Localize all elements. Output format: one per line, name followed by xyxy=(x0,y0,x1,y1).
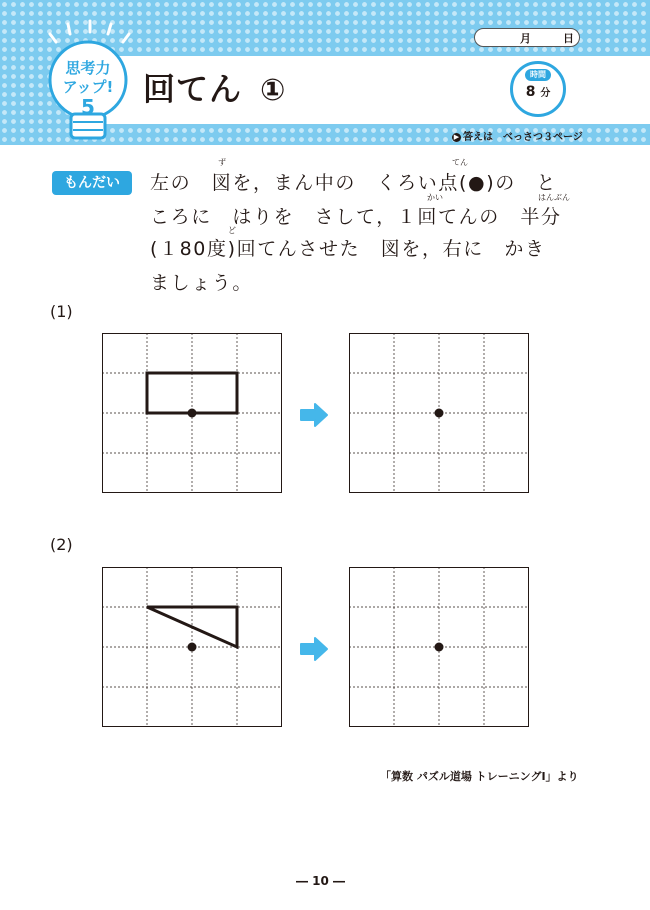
ruby-ten: てん xyxy=(452,158,468,167)
problem-line-4: ましょう。 xyxy=(150,272,254,294)
date-box xyxy=(474,28,580,47)
time-label: 時間 xyxy=(525,69,551,81)
arrow-right-icon xyxy=(298,636,330,662)
source-citation: 「算数 パズル道場 トレーニングⅠ」より xyxy=(380,770,579,783)
problem-line-3: (１80度)回てんさせた 図を，右に かき xyxy=(150,238,546,260)
question-2-original-grid xyxy=(102,567,282,727)
problem-line-1: 左の 図を，まん中の くろい点(●)の と xyxy=(150,172,558,194)
rotation-center-dot xyxy=(435,409,444,418)
page-title xyxy=(143,64,286,110)
arrow-right-icon: ▶ xyxy=(453,132,460,141)
date-day: 日 xyxy=(563,32,574,45)
answer-ref-text: 答えは べっさつ３ページ xyxy=(463,132,583,143)
answer-reference xyxy=(452,128,583,143)
logo-number: 5 xyxy=(81,95,95,119)
logo-line2: アップ! xyxy=(62,78,114,96)
problem-line-2: ころに はりを さして，１回てんの 半分 xyxy=(150,206,562,228)
ruby-do: ど xyxy=(228,226,236,235)
rotation-center-dot xyxy=(188,409,197,418)
time-badge xyxy=(510,61,566,117)
problem-label: もんだい xyxy=(52,171,132,195)
arrow-right-icon xyxy=(298,402,330,428)
rotation-center-dot xyxy=(435,643,444,652)
question-1-answer-grid[interactable] xyxy=(349,333,529,493)
rotation-center-dot xyxy=(188,643,197,652)
time-unit: 分 xyxy=(540,88,551,99)
time-value: 8 xyxy=(525,84,536,100)
question-2-label: (2) xyxy=(50,535,73,554)
question-1-label: (1) xyxy=(50,302,73,321)
lightbulb-logo-icon xyxy=(38,18,138,148)
ruby-zu: ず xyxy=(218,158,226,167)
question-2-answer-grid[interactable] xyxy=(349,567,529,727)
page-number: ― 10 ― xyxy=(296,874,346,888)
title-text: 回てん xyxy=(143,70,243,108)
title-number: ① xyxy=(260,73,287,108)
logo-line1: 思考力 xyxy=(65,59,111,77)
ruby-hanbun: はんぶん xyxy=(538,193,570,202)
question-1-original-grid xyxy=(102,333,282,493)
time-value-wrap xyxy=(513,84,563,100)
date-month: 月 xyxy=(520,32,531,45)
ruby-kai: かい xyxy=(427,193,443,202)
